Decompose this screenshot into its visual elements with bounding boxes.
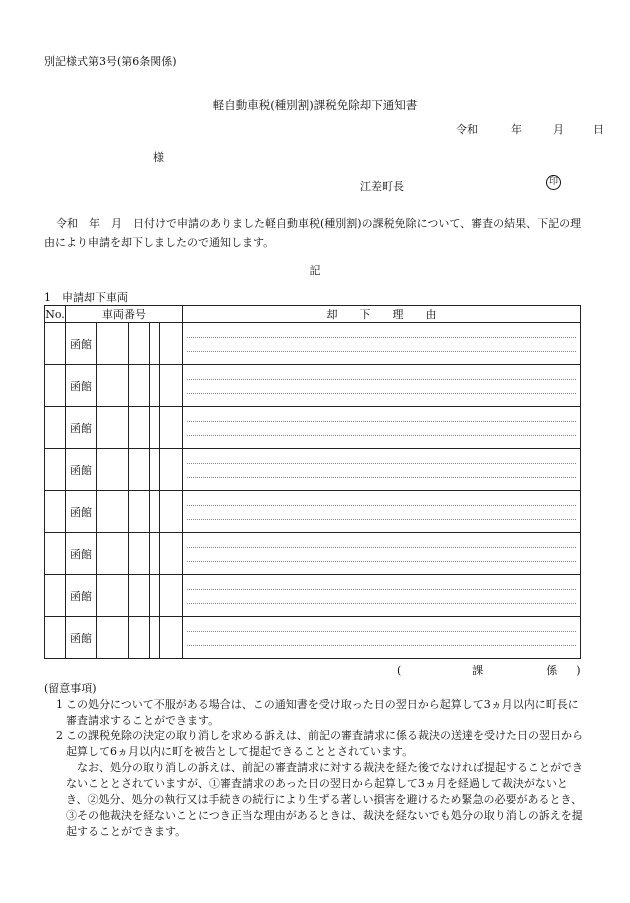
reason-line (187, 603, 576, 604)
row-no-cell (45, 323, 66, 365)
row-plate-cell-1 (97, 533, 129, 575)
row-plate-cell-4 (160, 533, 183, 575)
row-plate-cell-4 (160, 407, 183, 449)
header-no: No. (45, 307, 65, 321)
seal-mark: 印 (546, 175, 561, 190)
row-reason-cell (183, 449, 581, 491)
dept-open-paren: ( (397, 664, 402, 677)
reason-line (187, 631, 576, 632)
row-plate-cell-4 (160, 365, 183, 407)
note-item (44, 697, 584, 729)
row-plate-cell-1 (97, 617, 129, 659)
header-plate-number: 車両番号 (66, 306, 183, 323)
row-no-cell (45, 575, 66, 617)
dept-close-paren: ) (576, 664, 581, 677)
reason-line (187, 435, 576, 436)
row-city-cell: 函館 (66, 323, 97, 365)
header-reason: 却 下 理 由 (183, 306, 581, 323)
note-text: この課税免除の決定の取り消しを求める訴えは、前記の審査請求に係る裁決の送達を受けた日の翌日から起算して6ヵ月以内に町を被告として提起できることとされています。 (66, 729, 583, 758)
note-number: 2 (56, 729, 63, 742)
row-city-cell: 函館 (66, 491, 97, 533)
row-plate-cell-4 (160, 575, 183, 617)
row-no-cell (45, 617, 66, 659)
department-line (397, 662, 581, 678)
note-item (44, 760, 584, 840)
row-no-cell (45, 449, 66, 491)
date-year: 年 (511, 123, 522, 136)
row-no-cell (45, 533, 66, 575)
row-no-cell (45, 491, 66, 533)
row-plate-cell-4 (160, 449, 183, 491)
row-plate-cell-3 (150, 365, 160, 407)
notes-heading: (留意事項) (44, 682, 97, 695)
row-reason-cell (183, 407, 581, 449)
section-heading: 1 申請却下車両 (44, 291, 128, 304)
date-era: 令和 (456, 123, 478, 136)
reason-line (187, 561, 576, 562)
row-plate-cell-1 (97, 491, 129, 533)
date-month: 月 (553, 123, 564, 136)
notification-body: 令和 年 月 日付けで申請のありました軽自動車税(種別割)の課税免除について、審査の結果、下記の理由により申請を却下しましたので通知します。 (44, 217, 582, 249)
reason-line (187, 393, 576, 394)
row-plate-cell-3 (150, 323, 160, 365)
row-reason-cell (183, 617, 581, 659)
row-plate-cell-3 (150, 407, 160, 449)
row-city-cell: 函館 (66, 449, 97, 491)
table-row (45, 407, 581, 449)
row-plate-cell-2 (129, 323, 150, 365)
row-city-cell: 函館 (66, 365, 97, 407)
row-plate-cell-4 (160, 617, 183, 659)
table-row (45, 365, 581, 407)
row-city-cell: 函館 (66, 533, 97, 575)
row-plate-cell-4 (160, 323, 183, 365)
row-reason-cell (183, 323, 581, 365)
row-plate-cell-3 (150, 491, 160, 533)
dept-ka: 課 (472, 664, 484, 677)
row-plate-cell-1 (97, 575, 129, 617)
row-plate-cell-2 (129, 491, 150, 533)
reason-line (187, 547, 576, 548)
table-header-row (45, 306, 581, 323)
reason-line (187, 337, 576, 338)
reason-line (187, 351, 576, 352)
document-title: 軽自動車税(種別割)課税免除却下通知書 (212, 98, 418, 112)
row-plate-cell-3 (150, 575, 160, 617)
table-row (45, 449, 581, 491)
row-plate-cell-3 (150, 617, 160, 659)
row-plate-cell-1 (97, 365, 129, 407)
row-city-cell: 函館 (66, 617, 97, 659)
row-city-cell: 函館 (66, 575, 97, 617)
row-city-cell: 函館 (66, 407, 97, 449)
rejected-vehicles-table (44, 305, 581, 659)
note-text: なお、処分の取り消しの訴えは、前記の審査請求に対する裁決を経た後でなければ提起することができないこととされていますが、①審査請求のあった日の翌日から起算して3ヵ月を経過して裁決がないとき、②処分、処分の執行又は手続きの続行により生ずる著しい損害を避けるため緊急の必要があるとき、③その他裁決を経ないことにつき正当な理由があるときは、裁決を経ないでも処分の取り消しの訴えを提起することができます。 (66, 761, 583, 838)
row-plate-cell-2 (129, 407, 150, 449)
date-line (456, 121, 604, 137)
row-plate-cell-4 (160, 491, 183, 533)
table-row (45, 491, 581, 533)
row-no-cell (45, 365, 66, 407)
table-row (45, 533, 581, 575)
row-plate-cell-3 (150, 533, 160, 575)
note-text: この処分について不服がある場合は、この通知書を受け取った日の翌日から起算して3ヵ月以内に町長に審査請求することができます。 (66, 698, 579, 727)
issuer-name: 江差町長 (360, 180, 404, 193)
reason-line (187, 505, 576, 506)
date-day: 日 (593, 123, 604, 136)
row-reason-cell (183, 575, 581, 617)
row-plate-cell-2 (129, 365, 150, 407)
row-plate-cell-2 (129, 449, 150, 491)
reason-line (187, 519, 576, 520)
row-reason-cell (183, 533, 581, 575)
row-plate-cell-1 (97, 323, 129, 365)
reason-line (187, 645, 576, 646)
row-reason-cell (183, 365, 581, 407)
row-plate-cell-2 (129, 617, 150, 659)
row-no-cell (45, 407, 66, 449)
reason-line (187, 477, 576, 478)
reason-line (187, 589, 576, 590)
reason-line (187, 421, 576, 422)
note-item (44, 728, 584, 760)
row-plate-cell-1 (97, 449, 129, 491)
row-reason-cell (183, 491, 581, 533)
row-plate-cell-2 (129, 533, 150, 575)
dept-kakari: 係 (546, 664, 558, 677)
row-plate-cell-1 (97, 407, 129, 449)
note-number: 1 (56, 698, 63, 711)
ki-heading: 記 (309, 264, 321, 277)
reason-line (187, 379, 576, 380)
table-row (45, 617, 581, 659)
row-plate-cell-2 (129, 575, 150, 617)
table-row (45, 575, 581, 617)
form-number-label: 別記様式第3号(第6条関係) (44, 55, 177, 68)
reason-line (187, 463, 576, 464)
row-plate-cell-3 (150, 449, 160, 491)
addressee: 様 (153, 151, 164, 164)
table-row (45, 323, 581, 365)
